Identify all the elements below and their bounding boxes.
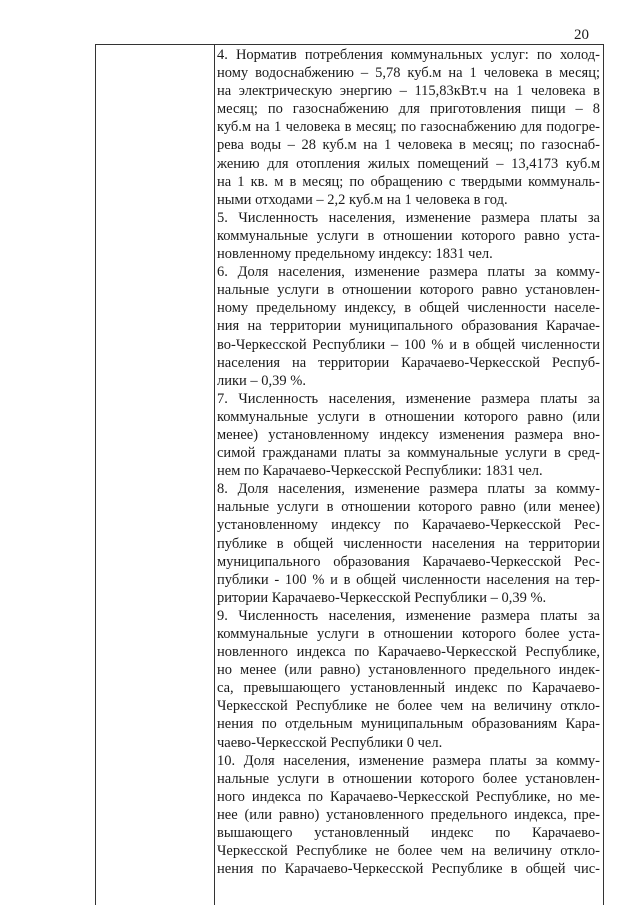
text-line: жению для отопления жилых помещений – 13,4173 куб.м (217, 155, 600, 172)
text-line: вышающего установленный индекс по Карачаево- (217, 825, 600, 842)
text-line: муниципального образования Карачаево-Черкесской Рес- (217, 553, 600, 570)
text-line: нее (или равно) установленного предельного индекса, пре- (217, 806, 600, 823)
text-line: нения по отдельным муниципальным образованиям Кара- (217, 716, 600, 733)
text-line: Черкесской Республике не более чем на величину откло- (217, 698, 600, 715)
text-line: ного индекса по Карачаево-Черкесской Республике, но ме- (217, 788, 600, 805)
text-line: коммунальные услуги в отношении которого более уста- (217, 626, 600, 642)
text-line: нальные услуги в отношении которого более установлен- (217, 770, 600, 787)
text-line: установленному индексу по Карачаево-Черкесской Рес- (217, 517, 600, 534)
text-line: нальные услуги в отношении которого равно установлен- (217, 282, 600, 299)
text-line: менее) установленному индексу изменения размера вно- (217, 426, 600, 443)
text-line: коммунальные услуги в отношении которого равно (или (217, 408, 600, 425)
text-line: месяц; по газоснабжению для приготовления пищи – 8 (217, 101, 600, 118)
text-line: ному водоснабжению – 5,78 куб.м на 1 человека в месяц; (217, 65, 600, 82)
text-line: населения на территории Карачаево-Черкесской Респуб- (217, 354, 600, 371)
text-line: 9. Численность населения, изменение размера платы за (217, 607, 600, 624)
text-line: новленного индекса по Карачаево-Черкесской Республике, (217, 644, 600, 661)
text-line: публике в общей численности населения на территории (217, 535, 600, 552)
text-line: коммунальные услуги в отношении которого равно уста- (217, 227, 600, 244)
text-line: 10. Доля населения, изменение размера платы за комму- (217, 752, 600, 769)
text-line: на 1 кв. м в месяц; по обращению с твердыми коммуналь- (217, 173, 600, 190)
text-line: лики – 0,39 %. (217, 372, 307, 389)
text-line: во-Черкесской Республики – 100 % и в общей численности (217, 336, 600, 353)
text-line: рева воды – 28 куб.м на 1 человека в месяц; по газоснаб- (217, 137, 600, 154)
text-line: но менее (или равно) установленного предельного индек- (217, 662, 600, 679)
text-line: симой гражданами платы за коммунальные услуги в сред- (217, 445, 600, 462)
table-column-divider (214, 44, 215, 905)
text-line: новленному предельному индексу: 1831 чел. (217, 246, 493, 263)
text-line: нем по Карачаево-Черкесской Республики: 1831 чел. (217, 463, 543, 480)
text-line: Черкесской Республике не более чем на величину откло- (217, 843, 600, 860)
text-line: куб.м на 1 человека в месяц; по газоснабжению для подогре- (217, 119, 600, 136)
text-line: са, превышающего установленный индекс по Карачаево- (217, 680, 600, 697)
text-line: нения по Карачаево-Черкесской Республике в общей чис- (217, 861, 600, 878)
text-line: ритории Карачаево-Черкесской Республики – 0,39 %. (217, 589, 547, 606)
text-line: 6. Доля населения, изменение размера платы за комму- (217, 264, 600, 281)
text-line: ному предельному индексу, в общей численности населе- (217, 300, 600, 317)
text-line: на электрическую энергию – 115,83кВт.ч на 1 человека в (217, 83, 600, 100)
text-line: чаево-Черкесской Республики 0 чел. (217, 734, 443, 751)
text-line: ния на территории муниципального образования Карачае- (217, 318, 600, 335)
text-line: 4. Норматив потребления коммунальных услуг: по холод- (217, 47, 600, 63)
text-line: 8. Доля населения, изменение размера платы за комму- (217, 481, 600, 498)
text-line: 7. Численность населения, изменение размера платы за (217, 390, 600, 407)
text-line: нальные услуги в отношении которого равно (или менее) (217, 499, 600, 516)
text-line: публики - 100 % и в общей численности населения на тер- (217, 571, 600, 588)
text-table-cell (217, 46, 600, 878)
text-line: ными отходами – 2,2 куб.м на 1 человека в год. (217, 191, 508, 208)
text-line: 5. Численность населения, изменение размера платы за (217, 209, 600, 226)
page-number: 20 (574, 27, 589, 43)
